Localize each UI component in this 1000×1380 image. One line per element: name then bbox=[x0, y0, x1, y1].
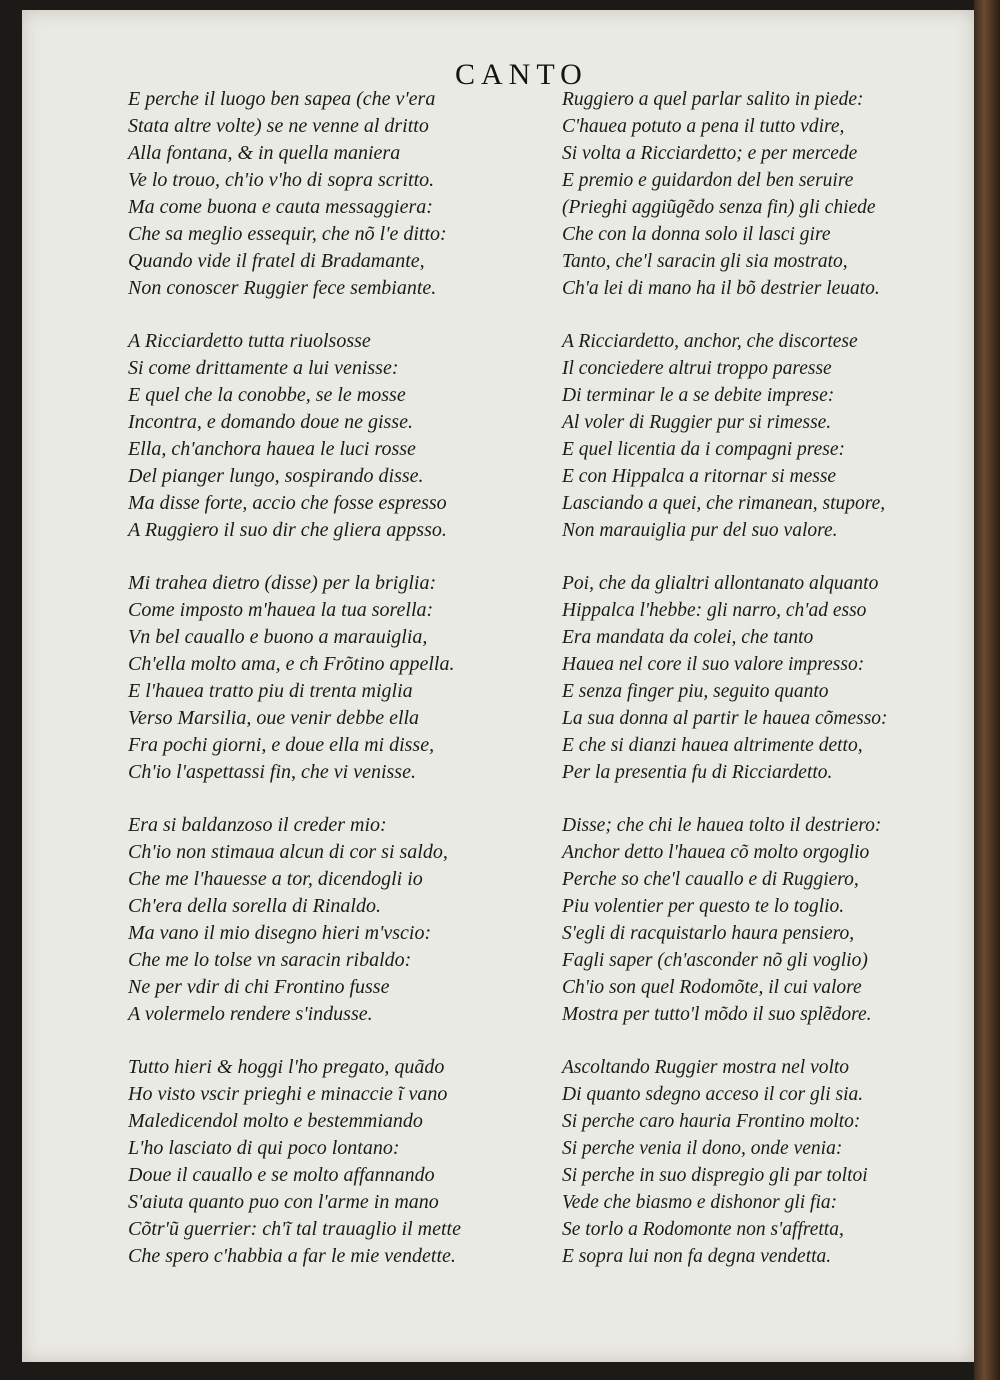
verse-line: Hauea nel core il suo valore impresso: bbox=[562, 654, 865, 675]
verse-line: (Prieghi aggiũgẽdo senza fin) gli chiede bbox=[562, 197, 876, 218]
verse-line: Si volta a Ricciardetto; e per mercede bbox=[562, 143, 858, 164]
verse-line: E perche il luogo ben sapea (che v'era bbox=[128, 88, 436, 110]
verse-line: Ascoltando Ruggier mostra nel volto bbox=[562, 1057, 850, 1078]
verse-line: Che me lo tolse vn saracin ribaldo: bbox=[128, 949, 412, 971]
verse-line: Tanto, che'l saracin gli sia mostrato, bbox=[562, 251, 848, 272]
stanza bbox=[562, 86, 982, 302]
verse-line: Poi, che da glialtri allontanato alquanto bbox=[562, 573, 879, 594]
verse-line: L'ho lasciato di qui poco lontano: bbox=[128, 1137, 400, 1159]
verse-line: Verso Marsilia, oue venir debbe ella bbox=[128, 707, 420, 729]
verse-line: E l'hauea tratto piu di trenta miglia bbox=[128, 680, 413, 702]
verse-line: Era si baldanzoso il creder mio: bbox=[128, 814, 387, 836]
verse-line: Il conciedere altrui troppo paresse bbox=[562, 358, 832, 379]
verse-line: Fra pochi giorni, e doue ella mi disse, bbox=[128, 734, 435, 756]
verse-line: Del pianger lungo, sospirando disse. bbox=[128, 465, 424, 487]
verse-line: E senza finger piu, seguito quanto bbox=[562, 681, 829, 702]
verse-line: Ho visto vscir prieghi e minaccie ĩ vano bbox=[128, 1083, 448, 1105]
verse-line: Lasciando a quei, che rimanean, stupore, bbox=[562, 493, 886, 514]
verse-line: Si perche venia il dono, onde venia: bbox=[562, 1138, 843, 1159]
verse-line: Hippalca l'hebbe: gli narro, ch'ad esso bbox=[562, 600, 867, 621]
verse-line: Piu volentier per questo te lo toglio. bbox=[562, 896, 845, 917]
verse-line: Si perche caro hauria Frontino molto: bbox=[562, 1111, 861, 1132]
running-header: CANTO bbox=[455, 58, 588, 91]
verse-line: Incontra, e domando doue ne gisse. bbox=[128, 411, 413, 433]
verse-line: Si perche in suo dispregio gli par toltoi bbox=[562, 1165, 868, 1186]
verse-line: Mi trahea dietro (disse) per la briglia: bbox=[128, 572, 437, 594]
stanza bbox=[562, 1054, 982, 1270]
verse-line: Ch'io son quel Rodomõte, il cui valore bbox=[562, 977, 862, 998]
verse-line: E premio e guidardon del ben seruire bbox=[562, 170, 854, 191]
verse-line: A Ruggiero il suo dir che gliera appsso. bbox=[128, 519, 447, 541]
verse-line: Come imposto m'hauea la tua sorella: bbox=[128, 599, 434, 621]
verse-line: E quel licentia da i compagni prese: bbox=[562, 439, 846, 460]
verse-line: Per la presentia fu di Ricciardetto. bbox=[562, 762, 833, 783]
verse-line: Tutto hieri & hoggi l'ho pregato, quãdo bbox=[128, 1056, 445, 1078]
verse-line: Che spero c'habbia a far le mie vendette. bbox=[128, 1245, 456, 1267]
verse-line: Ma disse forte, accio che fosse espresso bbox=[128, 492, 447, 514]
verse-line: Ne per vdir di chi Frontino fusse bbox=[128, 976, 390, 998]
verse-line: E che si dianzi hauea altrimente detto, bbox=[562, 735, 863, 756]
verse-line: Era mandata da colei, che tanto bbox=[562, 627, 814, 648]
verse-line: Doue il cauallo e se molto affannando bbox=[128, 1164, 435, 1186]
verse-line: C'hauea potuto a pena il tutto vdire, bbox=[562, 116, 845, 137]
verse-line: Perche so che'l cauallo e di Ruggiero, bbox=[562, 869, 859, 890]
verse-line: Ella, ch'anchora hauea le luci rosse bbox=[128, 438, 416, 460]
verse-line: Se torlo a Rodomonte non s'affretta, bbox=[562, 1219, 844, 1240]
stanza bbox=[562, 812, 982, 1028]
verse-line: Ch'ella molto ama, e cħ Frõtino appella. bbox=[128, 653, 455, 675]
verse-line: Ma vano il mio disegno hieri m'vscio: bbox=[128, 922, 432, 944]
verse-line: Fagli saper (ch'asconder nõ gli voglio) bbox=[562, 950, 868, 971]
verse-line: Vn bel cauallo e buono a marauiglia, bbox=[128, 626, 428, 648]
verse-line: A Ricciardetto tutta riuolsosse bbox=[128, 330, 371, 352]
right-column bbox=[562, 86, 982, 1296]
verse-line: Disse; che chi le hauea tolto il destriero: bbox=[562, 815, 882, 836]
verse-line: Stata altre volte) se ne venne al dritto bbox=[128, 115, 429, 137]
left-column bbox=[128, 86, 563, 1296]
verse-line: Non marauiglia pur del suo valore. bbox=[562, 520, 838, 541]
verse-line: Ch'era della sorella di Rinaldo. bbox=[128, 895, 381, 917]
stanza bbox=[128, 1054, 563, 1270]
verse-line: Ma come buona e cauta messaggiera: bbox=[128, 196, 433, 218]
verse-line: Anchor detto l'hauea cõ molto orgoglio bbox=[562, 842, 870, 863]
verse-line: E con Hippalca a ritornar si messe bbox=[562, 466, 837, 487]
verse-line: La sua donna al partir le hauea cõmesso: bbox=[562, 708, 888, 729]
verse-line: Quando vide il fratel di Bradamante, bbox=[128, 250, 425, 272]
stanza bbox=[128, 86, 563, 302]
verse-line: Che me l'hauesse a tor, dicendogli io bbox=[128, 868, 423, 890]
verse-line: Maledicendol molto e bestemmiando bbox=[128, 1110, 423, 1132]
verse-line: Ruggiero a quel parlar salito in piede: bbox=[562, 89, 864, 110]
verse-line: Vede che biasmo e dishonor gli fia: bbox=[562, 1192, 838, 1213]
verse-line: S'aiuta quanto puo con l'arme in mano bbox=[128, 1191, 439, 1213]
verse-line: Ve lo trouo, ch'io v'ho di sopra scritto. bbox=[128, 169, 435, 191]
verse-line: Al voler di Ruggier pur si rimesse. bbox=[562, 412, 832, 433]
verse-line: Di terminar le a se debite imprese: bbox=[562, 385, 835, 406]
verse-line: Si come drittamente a lui venisse: bbox=[128, 357, 399, 379]
stanza bbox=[562, 328, 982, 544]
verse-line: Mostra per tutto'l mõdo il suo splẽdore. bbox=[562, 1004, 872, 1025]
verse-line: Cõtr'ũ guerrier: ch'ĩ tal trauaglio il mette bbox=[128, 1218, 461, 1240]
verse-line: A Ricciardetto, anchor, che discortese bbox=[562, 331, 858, 352]
verse-line: S'egli di racquistarlo haura pensiero, bbox=[562, 923, 855, 944]
verse-line: Ch'io l'aspettassi fin, che vi venisse. bbox=[128, 761, 416, 783]
verse-line: Alla fontana, & in quella maniera bbox=[128, 142, 401, 164]
stanza bbox=[128, 328, 563, 544]
verse-line: A volermelo rendere s'indusse. bbox=[128, 1003, 373, 1025]
verse-line: Non conoscer Ruggier fece sembiante. bbox=[128, 277, 437, 299]
stanza bbox=[128, 570, 563, 786]
verse-line: Che con la donna solo il lasci gire bbox=[562, 224, 831, 245]
verse-line: E quel che la conobbe, se le mosse bbox=[128, 384, 406, 406]
verse-line: E sopra lui non fa degna vendetta. bbox=[562, 1246, 832, 1267]
verse-line: Ch'a lei di mano ha il bõ destrier leuato. bbox=[562, 278, 880, 299]
verse-line: Che sa meglio essequir, che nõ l'e ditto: bbox=[128, 223, 447, 245]
verse-line: Ch'io non stimaua alcun di cor si saldo, bbox=[128, 841, 448, 863]
stanza bbox=[562, 570, 982, 786]
verse-line: Di quanto sdegno acceso il cor gli sia. bbox=[562, 1084, 864, 1105]
stanza bbox=[128, 812, 563, 1028]
